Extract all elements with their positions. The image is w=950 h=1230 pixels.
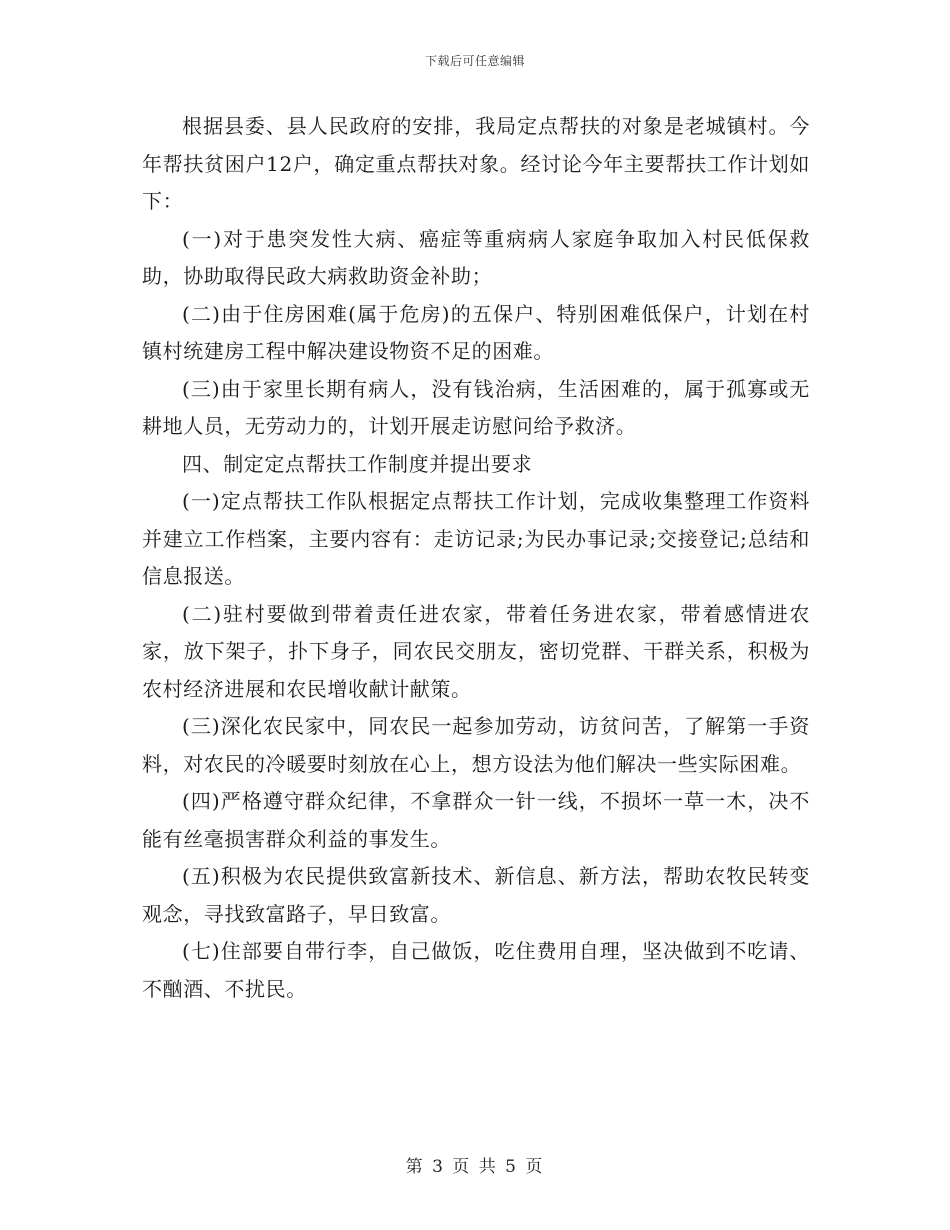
- document-body: [142, 108, 810, 1008]
- page-number-footer: 第 3 页 共 5 页: [405, 1157, 545, 1177]
- page-header: 下载后可任意编辑: [424, 54, 525, 68]
- paragraph-rule-1: (一)定点帮扶工作队根据定点帮扶工作计划，完成收集整理工作资料并建立工作档案，主要内容有：走访记录;为民办事记录;交接登记;总结和信息报送。: [142, 489, 810, 588]
- paragraph-rule-5: (五)积极为农民提供致富新技术、新信息、新方法，帮助农牧民转变观念，寻找致富路子，早日致富。: [142, 864, 810, 926]
- section-heading-4: 四、制定定点帮扶工作制度并提出要求: [182, 451, 533, 476]
- paragraph-rule-7: (七)住部要自带行李，自己做饭，吃住费用自理，坚决做到不吃请、不酗酒、不扰民。: [142, 939, 810, 1001]
- paragraph-item-1: (一)对于患突发性大病、癌症等重病病人家庭争取加入村民低保救助，协助取得民政大病救助资金补助；: [142, 226, 810, 288]
- paragraph-rule-4: (四)严格遵守群众纪律，不拿群众一针一线，不损坏一草一木，决不能有丝毫损害群众利益的事发生。: [142, 789, 810, 851]
- paragraph-intro: 根据县委、县人民政府的安排，我局定点帮扶的对象是老城镇村。今年帮扶贫困户12户，确定重点帮扶对象。经讨论今年主要帮扶工作计划如下：: [142, 114, 810, 213]
- paragraph-item-3: (三)由于家里长期有病人，没有钱治病，生活困难的，属于孤寡或无耕地人员，无劳动力的，计划开展走访慰问给予救济。: [142, 376, 810, 438]
- paragraph-rule-3: (三)深化农民家中，同农民一起参加劳动，访贫问苦，了解第一手资料，对农民的冷暖要时刻放在心上，想方设法为他们解决一些实际困难。: [142, 714, 810, 776]
- paragraph-item-2: (二)由于住房困难(属于危房)的五保户、特别困难低保户，计划在村镇村统建房工程中解决建设物资不足的困难。: [142, 301, 810, 363]
- paragraph-rule-2: (二)驻村要做到带着责任进农家，带着任务进农家，带着感情进农家，放下架子，扑下身子，同农民交朋友，密切党群、干群关系，积极为农村经济进展和农民增收献计献策。: [142, 601, 810, 701]
